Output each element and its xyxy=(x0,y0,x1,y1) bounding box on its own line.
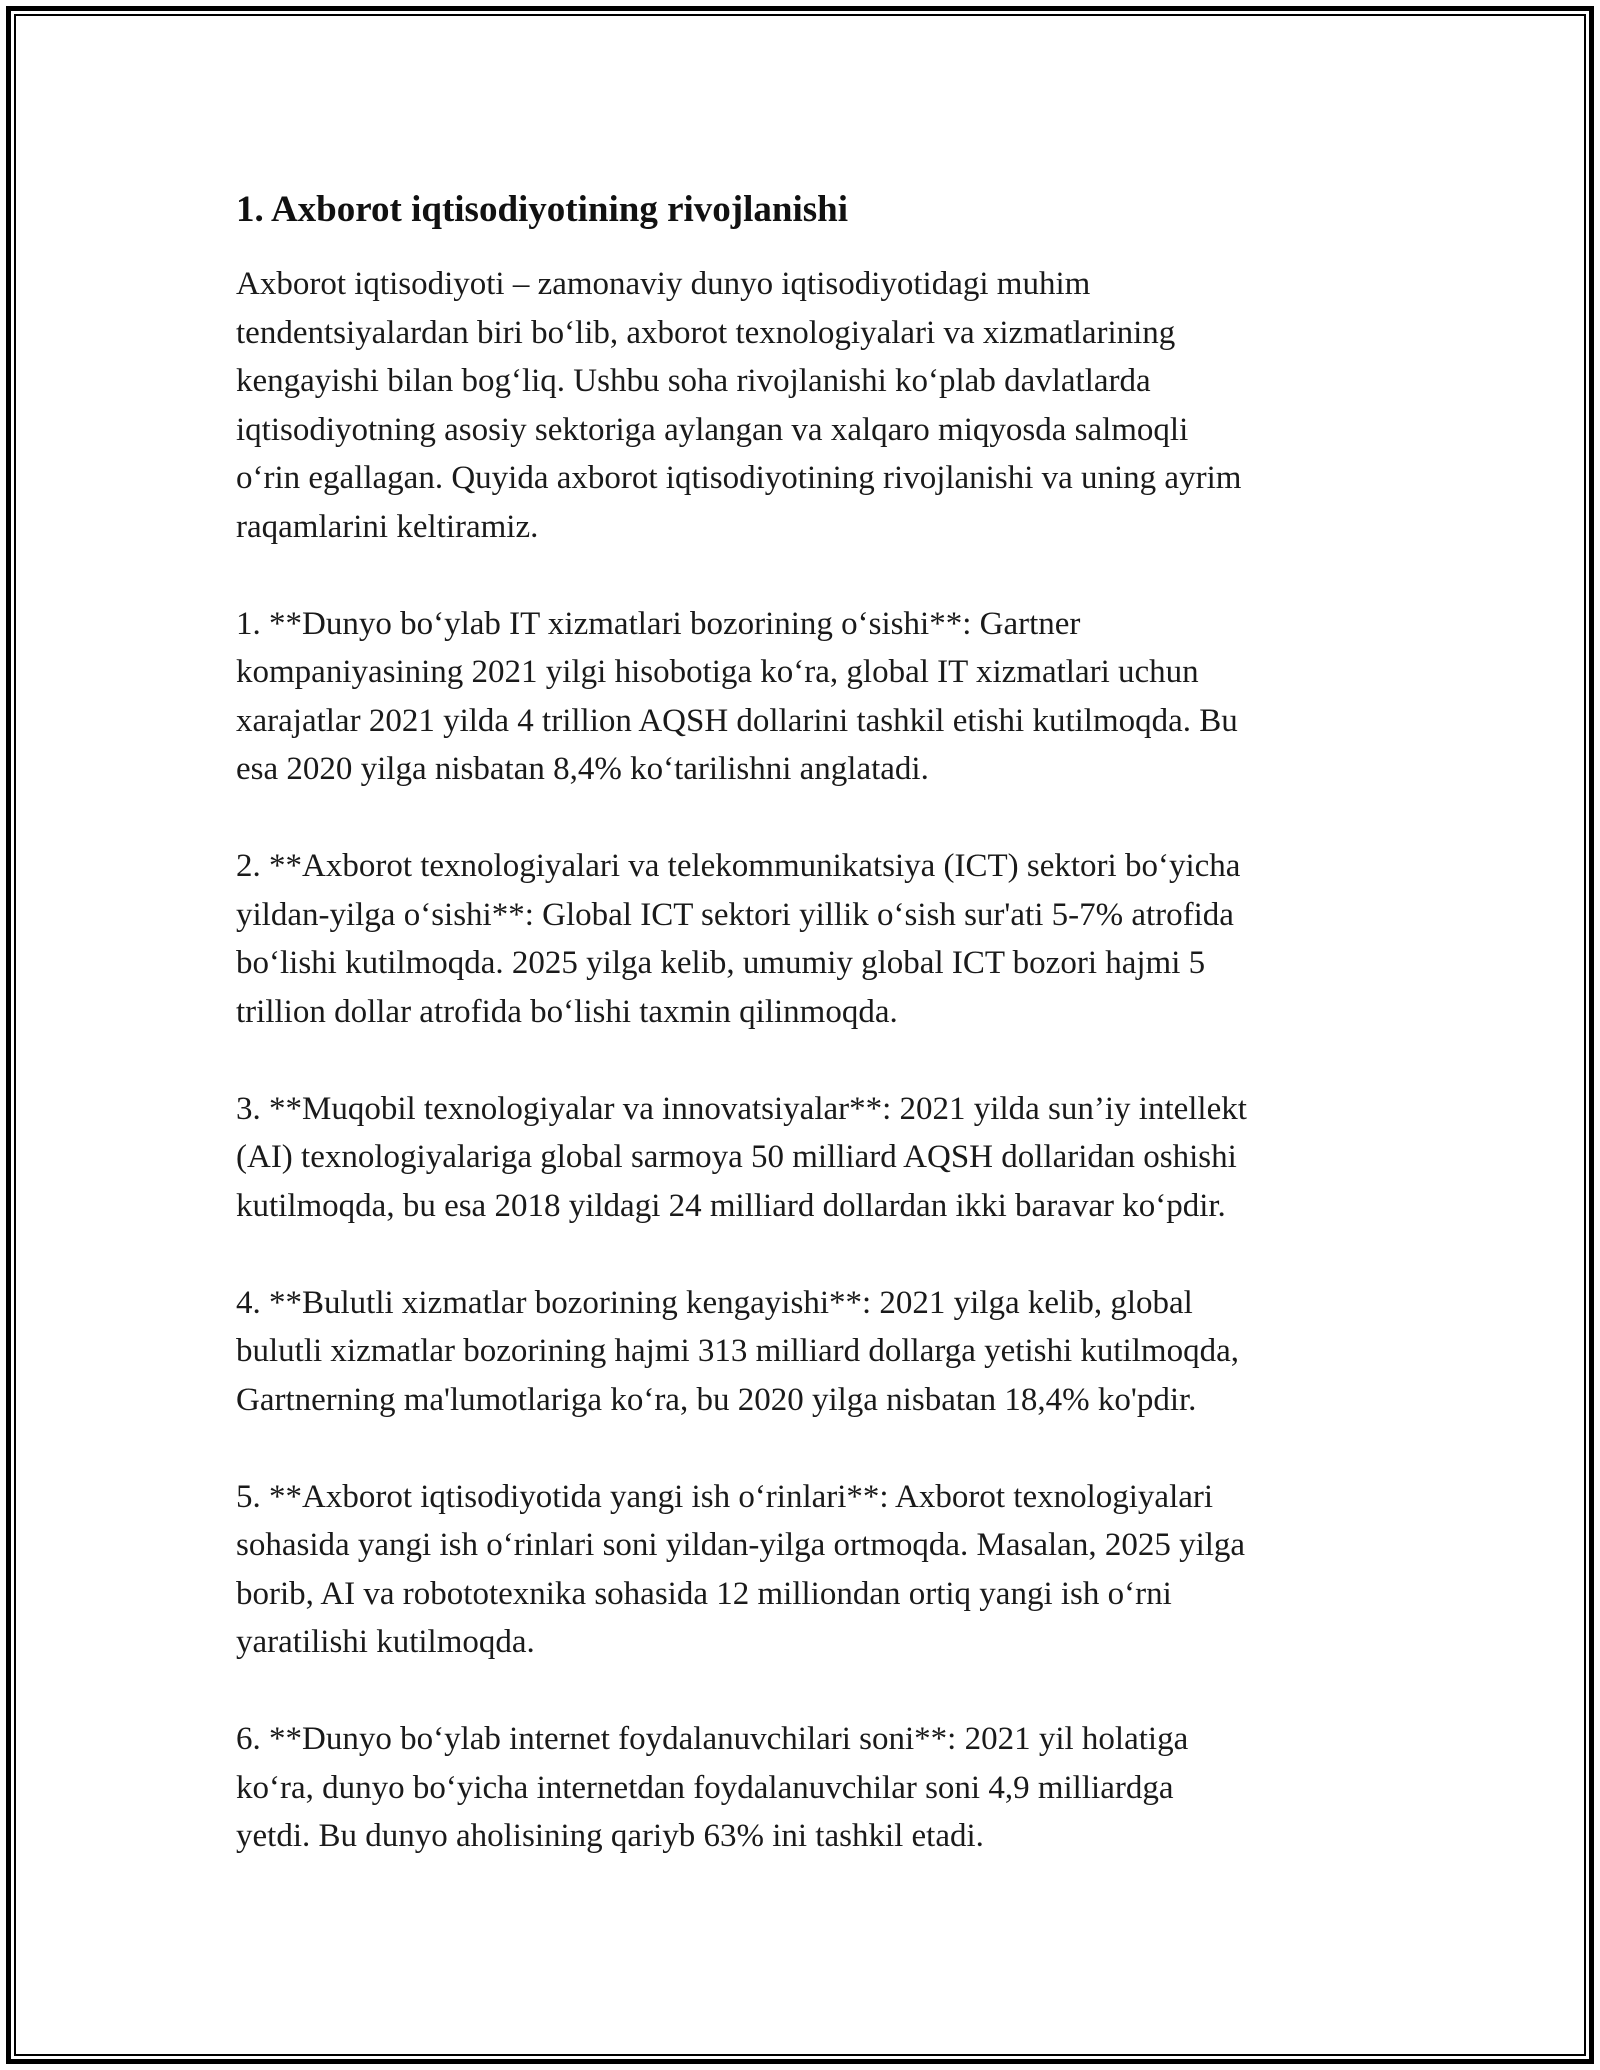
list-item-4: 4. **Bulutli xizmatlar bozorining kengayishi**: 2021 yilga kelib, global bulutli xizmatlar bozorining hajmi 313 milliard dollarga yetishi kutilmoqda, Gartnerning ma'lumotlariga ko‘ra, bu 2020 yilga nisbatan 18,4% ko'pdir. xyxy=(236,1284,1239,1418)
document-body xyxy=(236,186,1366,1861)
paragraph-gap xyxy=(236,794,1366,843)
list-item-2: 2. **Axborot texnologiyalari va telekommunikatsiya (ICT) sektori bo‘yicha yildan-yilga o‘sishi**: Global ICT sektori yillik o‘sish sur'ati 5-7% atrofida bo‘lishi kutilmoqda. 2025 yilga kelib, umumiy global ICT bozori hajmi 5 trillion dollar atrofida bo‘lishi taxmin qilinmoqda. xyxy=(236,848,1241,1030)
paragraph-gap xyxy=(236,1036,1366,1085)
paragraph-gap xyxy=(236,1230,1366,1279)
list-item-5: 5. **Axborot iqtisodiyotida yangi ish o‘rinlari**: Axborot texnologiyalari sohasida yangi ish o‘rinlari soni yildan-yilga ortmoqda. Masalan, 2025 yilga borib, AI va robototexnika sohasida 12 milliondan ortiq yangi ish o‘rni yaratilishi kutilmoqda. xyxy=(236,1478,1246,1660)
paragraph-gap xyxy=(236,1667,1366,1716)
list-item-6: 6. **Dunyo bo‘ylab internet foydalanuvchilari soni**: 2021 yil holatiga ko‘ra, dunyo bo‘yicha internetdan foydalanuvchilar soni 4,9 milliardga yetdi. Bu dunyo aholisining qariyb 63% ini tashkil etadi. xyxy=(236,1721,1189,1854)
paragraph-gap xyxy=(236,551,1366,600)
document-title: 1. Axborot iqtisodiyotining rivojlanishi xyxy=(236,189,848,230)
list-item-1: 1. **Dunyo bo‘ylab IT xizmatlari bozorining o‘sishi**: Gartner kompaniyasining 2021 yilgi hisobotiga ko‘ra, global IT xizmatlari uchun xarajatlar 2021 yilda 4 trillion AQSH dollarini tashkil etishi kutilmoqda. Bu esa 2020 yilga nisbatan 8,4% ko‘tarilishni anglatadi. xyxy=(236,605,1238,787)
paragraph-gap xyxy=(236,1424,1366,1473)
list-item-3: 3. **Muqobil texnologiyalar va innovatsiyalar**: 2021 yilda sun’iy intellekt (AI) texnologiyalariga global sarmoya 50 milliard AQSH dollaridan oshishi kutilmoqda, bu esa 2018 yildagi 24 milliard dollardan ikki baravar ko‘pdir. xyxy=(236,1090,1247,1224)
intro-paragraph: Axborot iqtisodiyoti – zamonaviy dunyo iqtisodiyotidagi muhim tendentsiyalardan biri bo‘lib, axborot texnologiyalari va xizmatlarining kengayishi bilan bog‘liq. Ushbu soha rivojlanishi ko‘plab davlatlarda iqtisodiyotning asosiy sektoriga aylangan va xalqaro miqyosda salmoqli o‘rin egallagan. Quyida axborot iqtisodiyotining rivojlanishi va uning ayrim raqamlarini keltiramiz. xyxy=(236,266,1242,545)
